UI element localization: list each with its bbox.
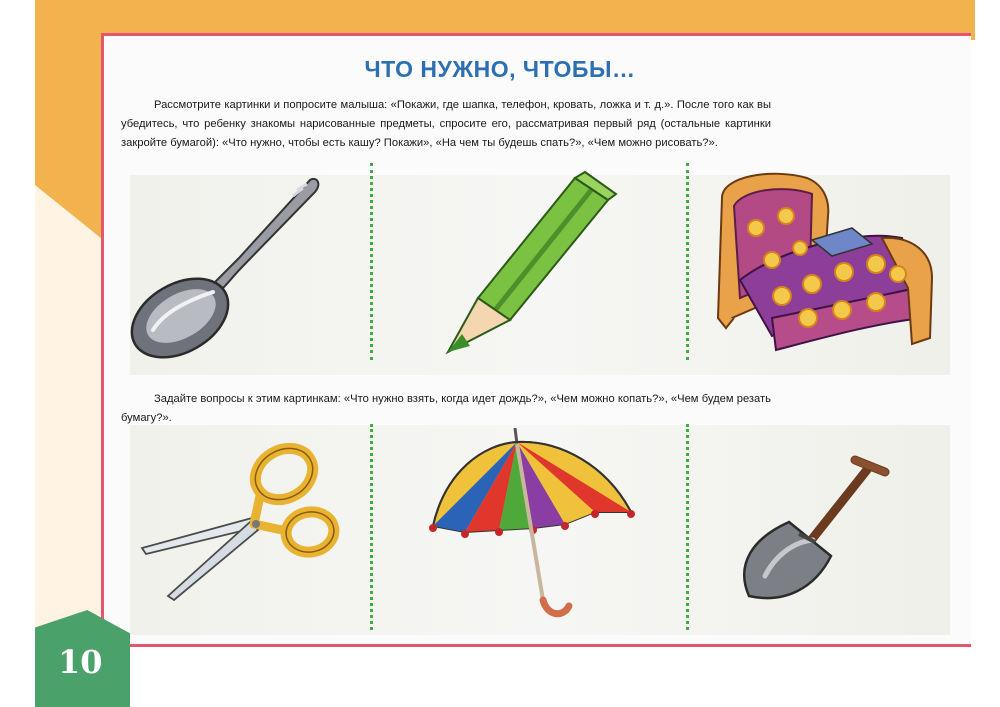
instruction-text-2: Задайте вопросы к этим картинкам: «Что нужно взять, когда идет дождь?», «Чем можно копать?», «Чем будем резать бумагу?». [121,393,771,424]
divider-row1-right [686,163,689,360]
scissors-icon [132,436,342,606]
umbrella-icon [425,420,640,625]
bed-icon [712,168,937,358]
divider-row1-left [370,163,373,360]
spoon-icon [125,170,325,360]
page-number: 10 [58,643,103,681]
instruction-paragraph-1 [121,96,771,153]
page-title: ЧТО НУЖНО, ЧТОБЫ… [364,56,636,82]
pencil-icon [440,170,620,360]
shovel-icon [735,438,905,603]
divider-row2-right [686,424,689,630]
divider-row2-left [370,424,373,630]
instruction-text-1: Рассмотрите картинки и попросите малыша: «Покажи, где шапка, телефон, кровать, ложка и т. д.». После того как вы убедитесь, что ребенку знакомы нарисованные предметы, спросите его, рассматривая первый ряд (остальные картинки закройте бумагой): «Что нужно, чтобы есть кашу? Покажи», «На чем ты будешь спать?», «Чем можно рисовать?». [121,99,771,149]
